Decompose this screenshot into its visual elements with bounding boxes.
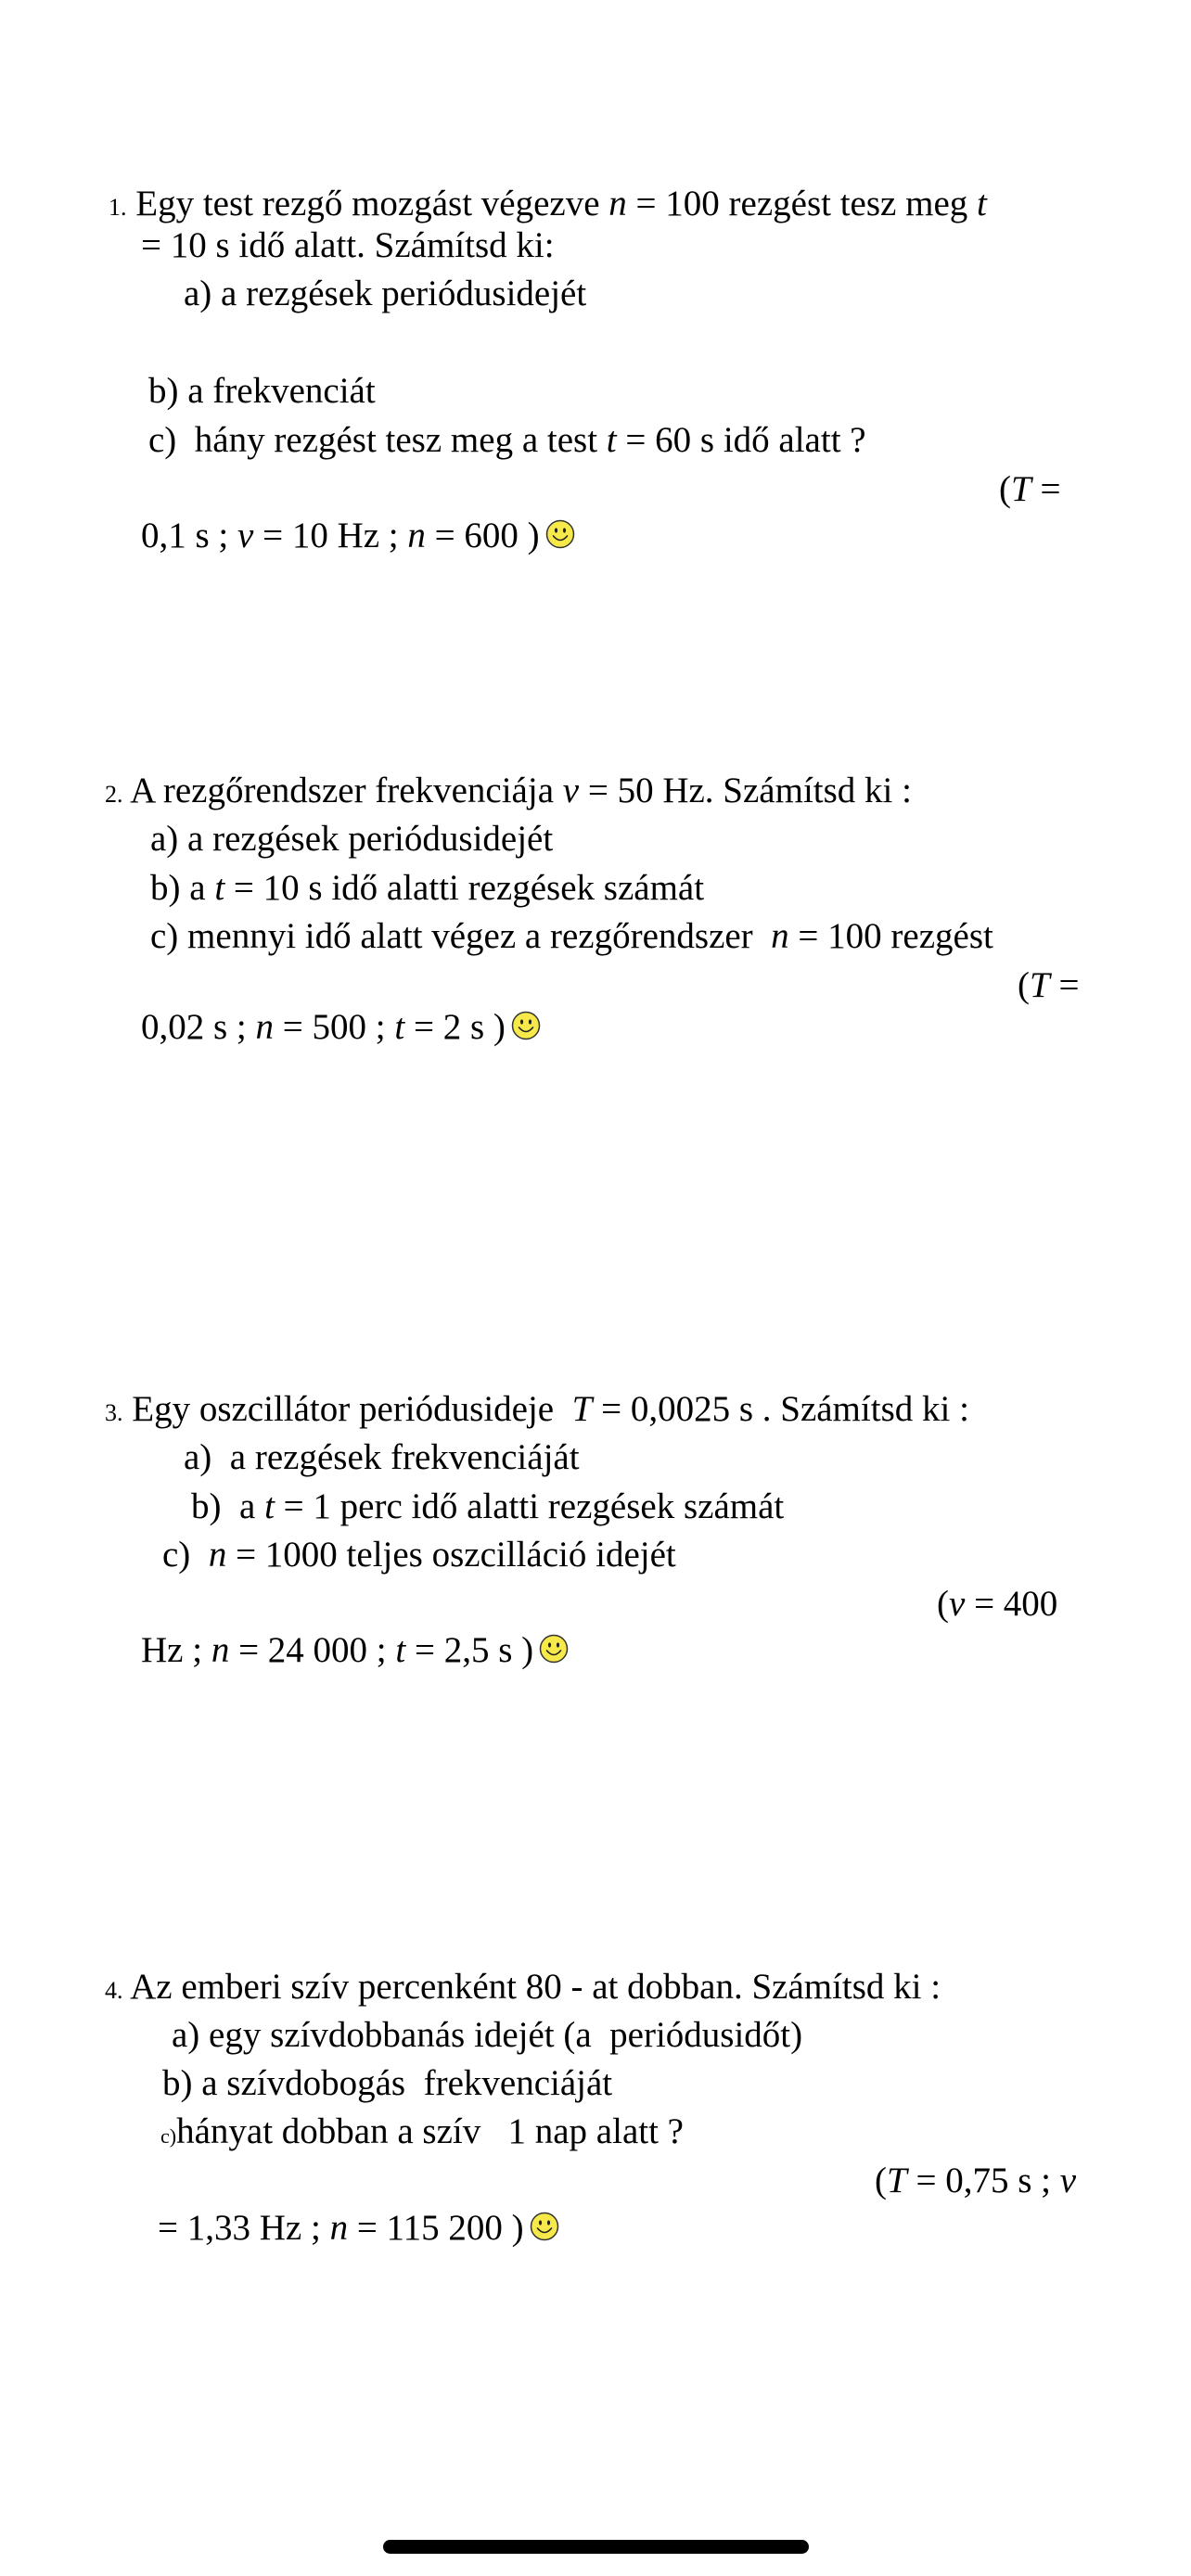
variable-t: t — [395, 1630, 406, 1670]
variable-T: T — [887, 2161, 907, 2200]
answer-paren: ( — [875, 2161, 887, 2200]
smiley-icon — [530, 2212, 559, 2241]
answer-paren: ( — [999, 469, 1011, 509]
answer-line-2 — [141, 1009, 541, 1045]
variable-t: t — [214, 868, 225, 908]
answer-text: 0,02 s ; — [141, 1007, 256, 1047]
variable-v: v — [562, 771, 580, 810]
question-number: 1. — [109, 194, 127, 221]
variable-T: T — [571, 1389, 593, 1429]
variable-n: n — [407, 516, 426, 555]
subquestion-text: c) mennyi idő alatt végez a rezgőrendszer — [150, 916, 772, 956]
subquestion-c — [148, 422, 866, 458]
answer-paren: ( — [1018, 965, 1030, 1005]
question-text: A rezgőrendszer frekvenciája — [130, 771, 563, 810]
variable-t: t — [606, 420, 617, 460]
question-text: = 50 Hz. Számítsd ki : — [579, 771, 912, 810]
question-text: = 100 rezgést tesz meg — [626, 184, 977, 223]
answer-text: = 2 s ) — [404, 1007, 506, 1047]
answer-text: = 10 Hz ; — [253, 516, 408, 555]
smiley-icon — [545, 519, 575, 549]
subquestion-text: = 1000 teljes oszcilláció idejét — [226, 1535, 676, 1575]
answer-text: 0,1 s ; — [141, 516, 238, 555]
answer-text: = 24 000 ; — [229, 1630, 396, 1670]
answer-line-2 — [158, 2210, 559, 2246]
question-title — [105, 1391, 969, 1427]
subquestion-text: c) — [162, 1535, 209, 1575]
answer-text: Hz ; — [141, 1630, 211, 1670]
answer-line-1 — [875, 2162, 1076, 2199]
answer-text: = — [1049, 965, 1080, 1005]
subquestion-text: hányat dobban a szív 1 nap alatt ? — [176, 2111, 684, 2151]
answer-text: = 400 — [965, 1584, 1058, 1624]
answer-text: = 0,75 s ; — [906, 2161, 1060, 2200]
variable-n: n — [329, 2208, 349, 2248]
variable-n: n — [211, 1630, 230, 1670]
answer-line-2 — [141, 517, 575, 554]
subquestion-text: c) hány rezgést tesz meg a test — [148, 420, 607, 460]
answer-text: = — [1031, 469, 1061, 509]
subquestion-text: = 1 perc idő alatti rezgések számát — [274, 1486, 785, 1526]
question-title — [109, 185, 987, 222]
subquestion-label: c) — [160, 2124, 177, 2148]
question-number: 2. — [105, 781, 123, 808]
variable-n: n — [255, 1007, 275, 1047]
variable-t: t — [264, 1486, 275, 1526]
question-title — [105, 772, 912, 809]
variable-n: n — [771, 916, 789, 956]
variable-n: n — [208, 1535, 227, 1575]
subquestion-text: b) a — [150, 868, 215, 908]
subquestion-c — [160, 2113, 684, 2149]
subquestion-text: = 10 s idő alatti rezgések számát — [224, 868, 705, 908]
subquestion-a: a) a rezgések periódusidejét — [184, 274, 587, 313]
subquestion-b — [150, 870, 704, 906]
answer-line-1 — [999, 471, 1060, 507]
question-text: Egy test rezgő mozgást végezve — [135, 184, 609, 223]
question-text-continued: = 10 s idő alatt. Számítsd ki: — [141, 225, 555, 265]
home-indicator[interactable] — [383, 2540, 809, 2554]
answer-line-2 — [141, 1632, 569, 1668]
subquestion-b: b) a frekvenciát — [148, 371, 376, 411]
variable-t: t — [977, 184, 987, 223]
subquestion-text: b) a — [191, 1486, 265, 1526]
question-title — [105, 1969, 941, 2005]
subquestion-b: b) a szívdobogás frekvenciáját — [162, 2063, 613, 2103]
subquestion-a: a) a rezgések periódusidejét — [150, 819, 554, 859]
answer-text: = 600 ) — [425, 516, 540, 555]
answer-text: = 1,33 Hz ; — [158, 2208, 330, 2248]
subquestion-a: a) egy szívdobbanás idejét (a periódusidőt) — [172, 2015, 803, 2055]
answer-text: = 500 ; — [274, 1007, 395, 1047]
subquestion-text: = 60 s idő alatt ? — [616, 420, 866, 460]
variable-T: T — [1011, 469, 1031, 509]
answer-line-1 — [937, 1586, 1057, 1622]
subquestion-c — [162, 1537, 676, 1573]
subquestion-text: = 100 rezgést — [788, 916, 993, 956]
subquestion-b — [191, 1488, 784, 1524]
subquestion-c — [150, 918, 993, 954]
variable-n: n — [608, 184, 627, 223]
variable-T: T — [1030, 965, 1050, 1005]
question-number: 3. — [105, 1399, 123, 1426]
answer-line-1 — [1018, 967, 1079, 1003]
answer-text: = 2,5 s ) — [405, 1630, 534, 1670]
question-text: Az emberi szív percenként 80 - at dobban. Számítsd ki : — [130, 1967, 941, 2007]
variable-v: v — [1059, 2161, 1077, 2200]
smiley-icon — [511, 1011, 541, 1040]
variable-v: v — [949, 1584, 966, 1624]
answer-paren: ( — [937, 1584, 949, 1624]
question-text: Egy oszcillátor periódusideje — [132, 1389, 572, 1429]
smiley-icon — [539, 1634, 569, 1664]
answer-text: = 115 200 ) — [348, 2208, 524, 2248]
question-text: = 0,0025 s . Számítsd ki : — [592, 1389, 969, 1429]
subquestion-a: a) a rezgések frekvenciáját — [184, 1437, 580, 1477]
variable-v: v — [237, 516, 254, 555]
variable-t: t — [394, 1007, 405, 1047]
question-number: 4. — [105, 1977, 123, 2004]
